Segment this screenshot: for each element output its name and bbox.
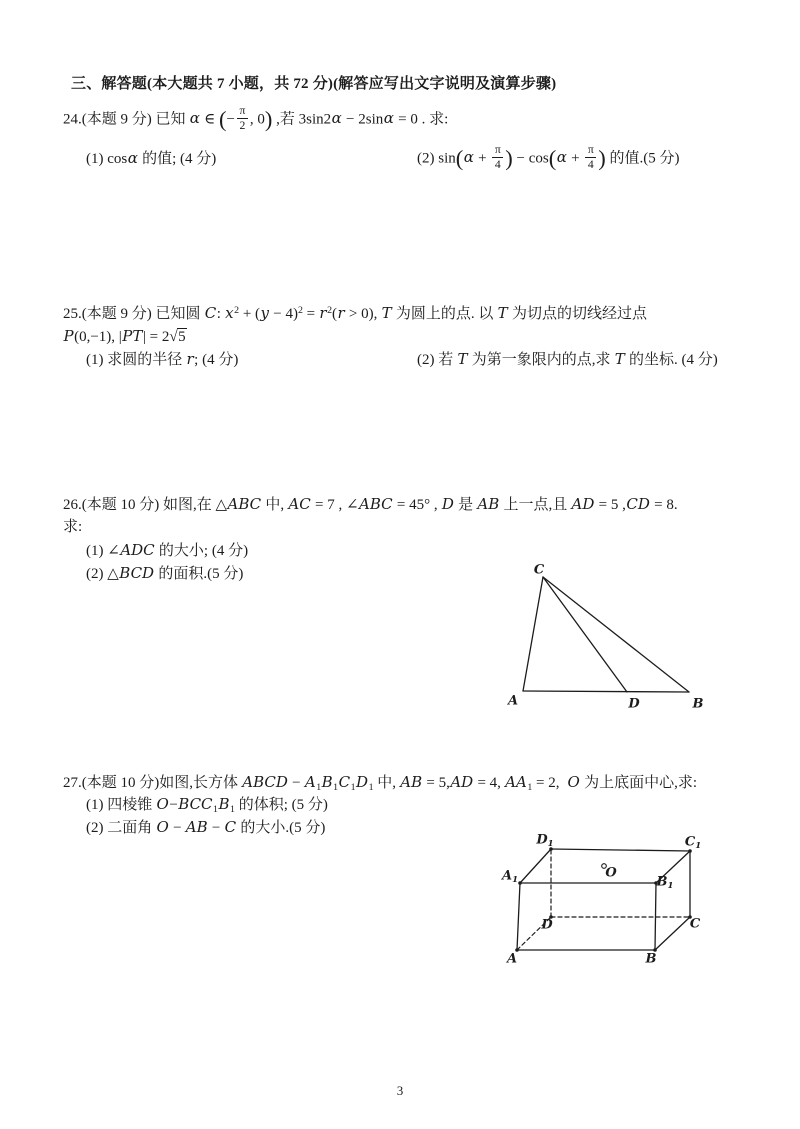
triangle-vertex-label-d: D [628, 696, 640, 712]
cuboid-vertex-label-d: D [541, 917, 553, 933]
problem-25-stem-line-2: P(0,−1), |PT| = 2√5 [63, 327, 186, 345]
cuboid-edge-aa1 [517, 883, 520, 950]
cuboid-figure [501, 832, 710, 968]
cuboid-vertex-label-b: B [645, 951, 657, 967]
problem-24-part-1: (1) cosα 的值; (4 分) [86, 149, 217, 167]
triangle-vertex-label-a: A [507, 693, 519, 709]
page-number: 3 [396, 1083, 404, 1098]
triangle-cevian-cd [543, 577, 627, 692]
triangle-side-cb [543, 577, 689, 692]
triangle-vertex-label-c: C [533, 562, 545, 578]
problem-26-part-1: (1) ∠ADC 的大小; (4 分) [86, 541, 249, 559]
problem-26-stem-line-2: 求: [63, 519, 83, 535]
triangle-figure-drawing [500, 563, 712, 713]
problem-24-part-2: (2) sin(α + $\frac{\pi}{4}$ ) − cos(α + $\frac{\pi}{4}$ ) 的值.(5 分) [417, 143, 680, 172]
cuboid-edge-a1d1 [520, 849, 551, 883]
problem-25-part-1: (1) 求圆的半径 r; (4 分) [86, 350, 239, 368]
cuboid-vertex-label-c: C [689, 916, 701, 932]
cuboid-vertex-dots [515, 847, 692, 952]
triangle-side-ca [523, 577, 543, 691]
problem-26-stem-line-1: 26.(本题 10 分) 如图,在 △ABC 中, AC = 7 , ∠ABC = 45° , D 是 AB 上一点,且 AD = 5 ,CD = 8. [63, 495, 678, 513]
cuboid-edge-d1c1 [551, 849, 690, 851]
problem-24-stem: 24.(本题 9 分) 已知 α ∈ (− $\frac{\pi}{2}$ , 0) ,若 3sin2α − 2sinα = 0 . 求: [63, 104, 449, 133]
cuboid-vertex-label-d1: $D_1$ [536, 832, 554, 850]
triangle-side-ab [523, 691, 689, 692]
cuboid-vertex-label-c1: $C_1$ [684, 834, 702, 852]
cuboid-edge-bc [655, 917, 690, 950]
triangle-figure [500, 563, 712, 713]
triangle-vertex-label-b: B [692, 696, 704, 712]
cuboid-center-label-o: O [605, 865, 617, 881]
problem-27-stem: 27.(本题 10 分)如图,长方体 ABCD − $A_1B_1C_1D_1$ 中, AB = 5,AD = 4, $AA_1 = 2$, O 为上底面中心,求: [63, 773, 697, 793]
problem-25-stem-line-1: 25.(本题 9 分) 已知圆 C: $x^2 + (y - 4)^2 = r^2(r > 0)$, T 为圆上的点. 以 T 为切点的切线经过点 [63, 304, 647, 322]
cuboid-vertex-label-a: A [506, 951, 518, 967]
cuboid-vertex-label-a1: $A_1$ [501, 868, 519, 886]
problem-27-part-1: (1) 四棱锥 $O-BCC_1B_1$ 的体积; (5 分) [86, 795, 328, 815]
problem-27-part-2: (2) 二面角 O − AB − C 的大小.(5 分) [86, 818, 326, 836]
section-heading: 三、解答题(本大题共 7 小题，共 72 分)(解答应写出文字说明及演算步骤) [71, 76, 557, 92]
cuboid-vertex-label-b1: $B_1$ [656, 874, 674, 892]
problem-25-part-2: (2) 若 T 为第一象限内的点,求 T 的坐标. (4 分) [417, 350, 718, 368]
cuboid-figure-drawing [505, 833, 710, 968]
problem-26-part-2: (2) △BCD 的面积.(5 分) [86, 564, 244, 582]
